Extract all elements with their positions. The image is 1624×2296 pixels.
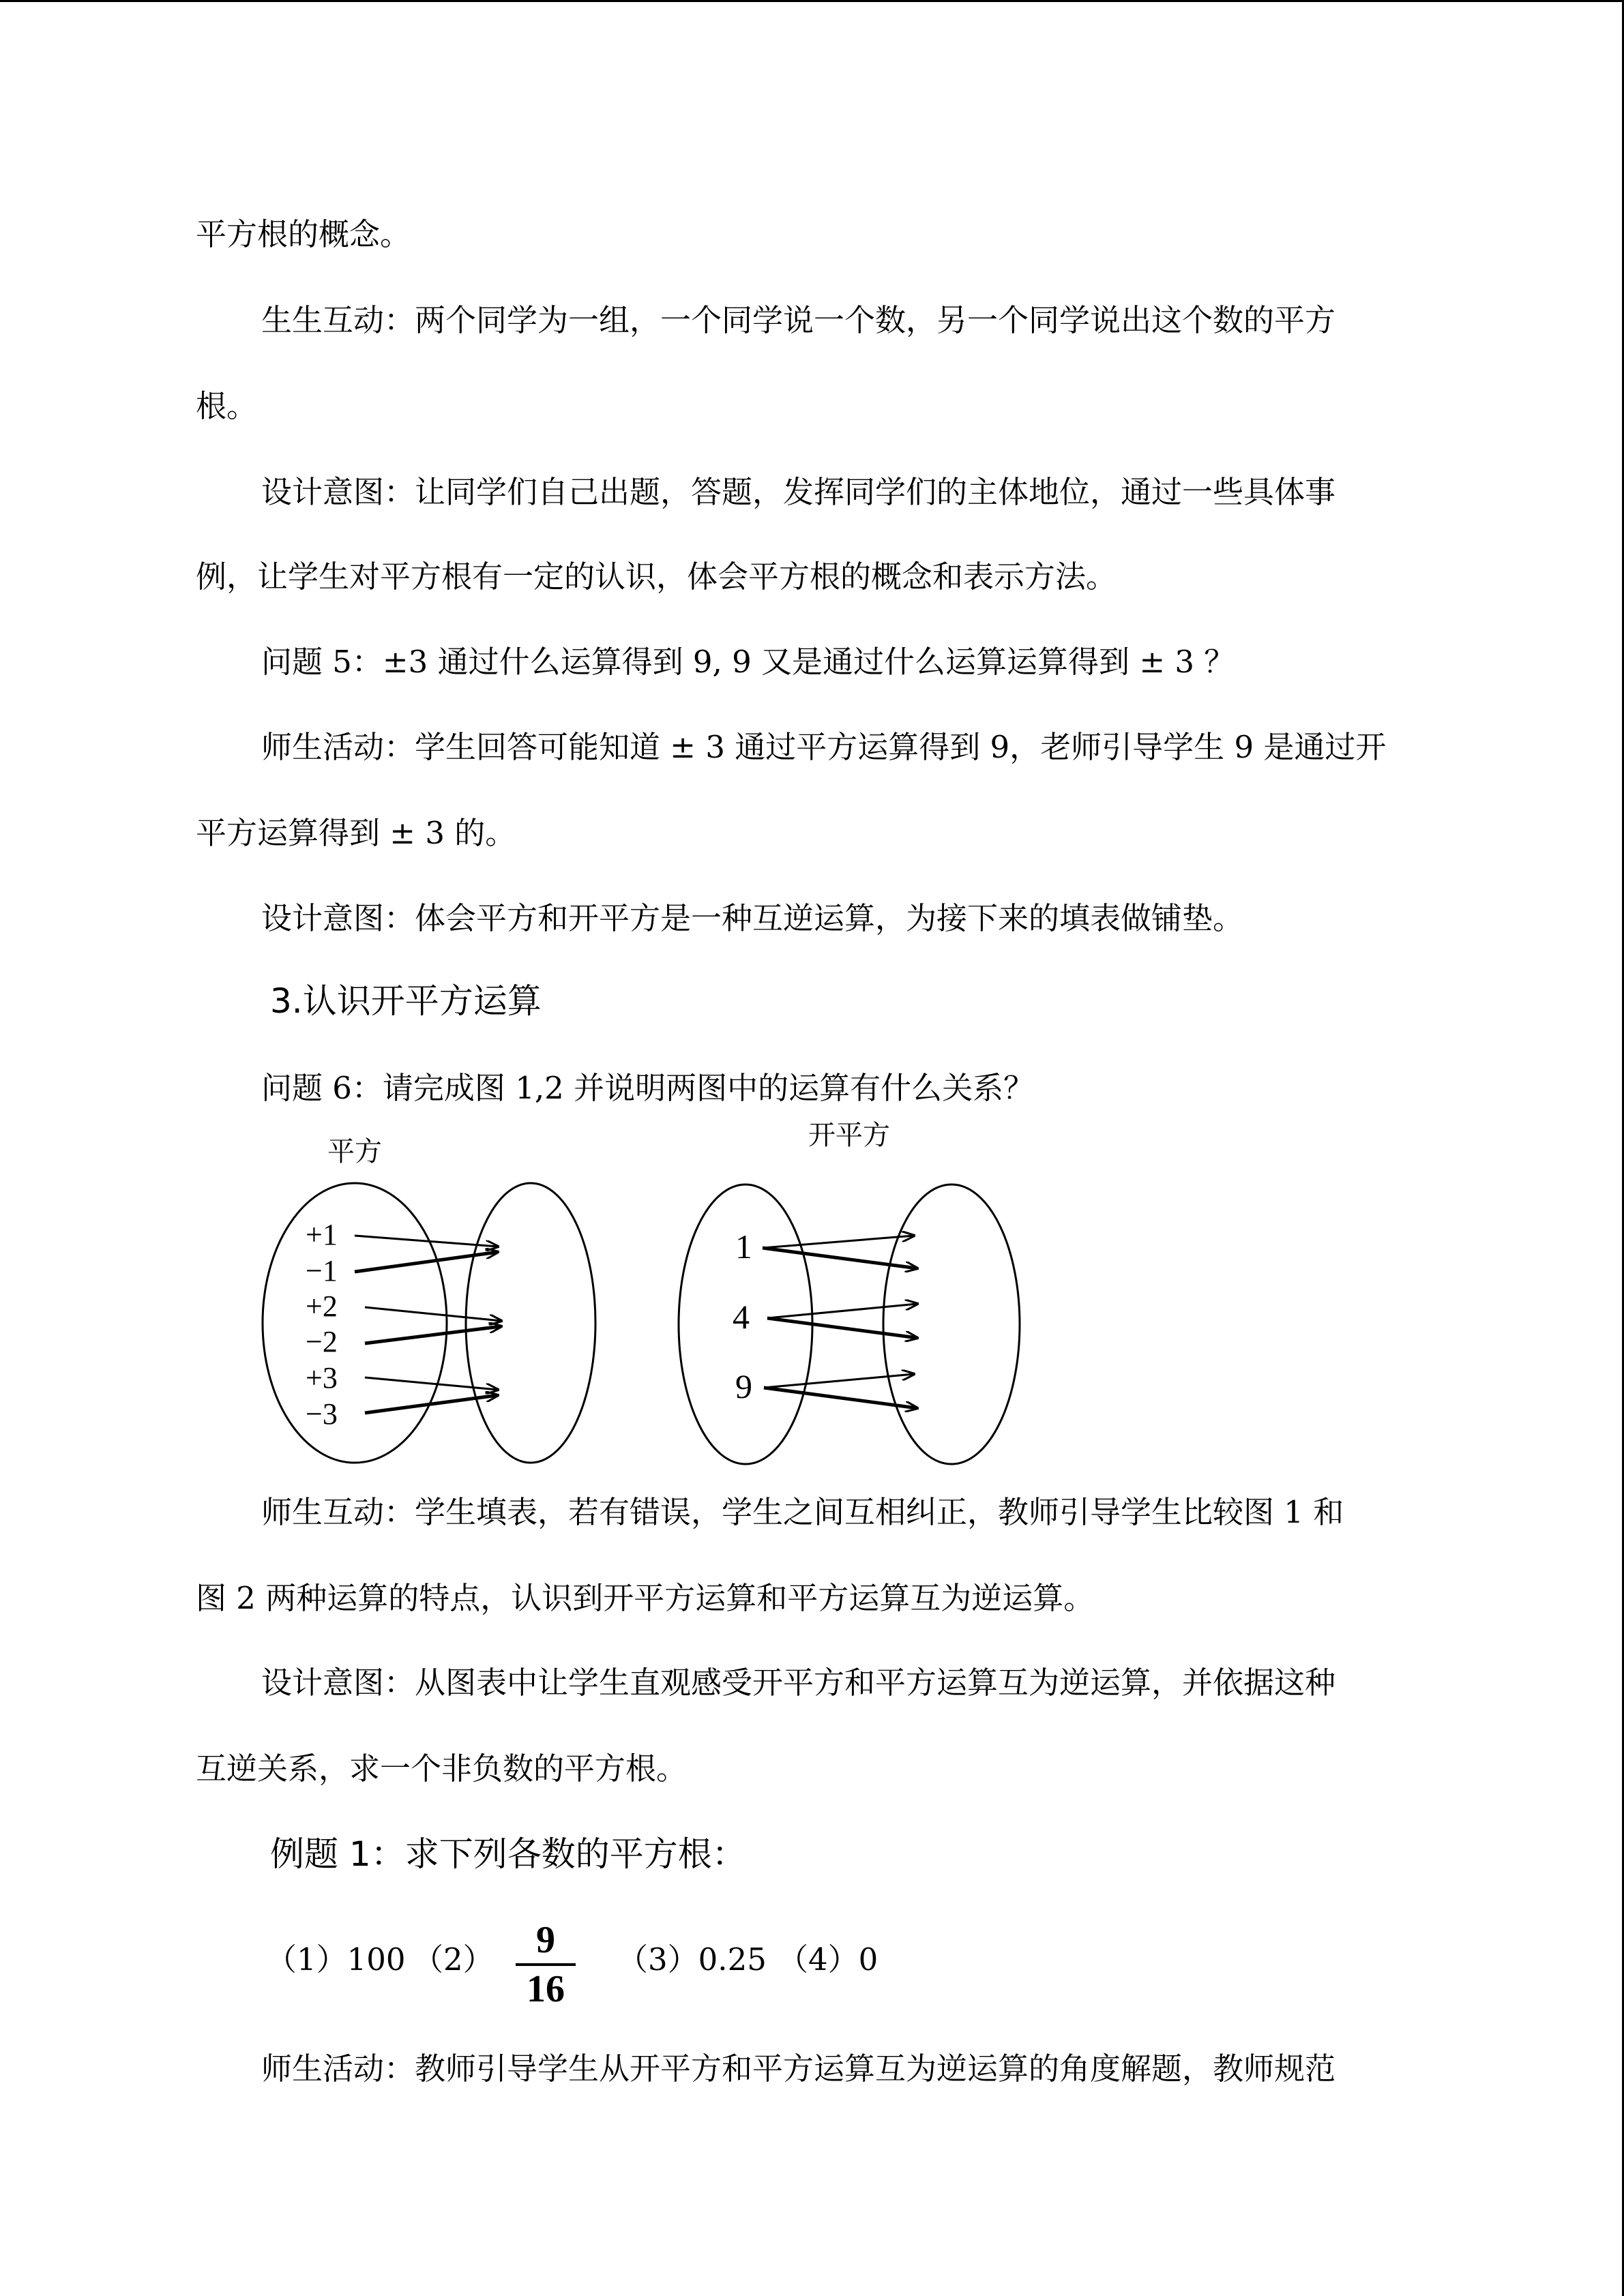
domain-value: +2 [306, 1289, 338, 1323]
mapping-arrow [763, 1236, 914, 1248]
example-title: 例题 1：求下列各数的平方根： [270, 1834, 746, 1874]
mapping-arrow [767, 1318, 917, 1338]
figure-title: 平方 [327, 1136, 382, 1167]
domain-value: +1 [306, 1218, 338, 1251]
paragraph-line: 平方根的概念。 [196, 216, 411, 252]
range-ellipse [883, 1184, 1020, 1464]
example-item-1: （1）100 [266, 1941, 406, 1978]
section-heading: 3.认识开平方运算 [270, 981, 542, 1021]
domain-value: +3 [306, 1361, 338, 1395]
domain-value: 4 [733, 1298, 750, 1336]
paragraph-line: 设计意图：体会平方和开平方是一种互逆运算，为接下来的填表做铺垫。 [261, 900, 1244, 936]
example-item-2: （2） [413, 1941, 494, 1978]
paragraph-line: 平方运算得到 ± 3 的。 [196, 815, 516, 851]
mapping-arrow [355, 1236, 498, 1247]
page-top-border [0, 0, 1624, 2]
paragraph-line: 根。 [196, 388, 258, 424]
domain-value: 9 [735, 1367, 752, 1405]
paragraph-line: 设计意图：从图表中让学生直观感受开平方和平方运算互为逆运算，并依据这种 [261, 1665, 1336, 1701]
figure-sqrt-mapping [668, 1105, 1037, 1480]
paragraph-line: 生生互动：两个同学为一组，一个同学说一个数，另一个同学说出这个数的平方 [261, 302, 1336, 338]
paragraph-line: 互逆关系，求一个非负数的平方根。 [196, 1750, 688, 1787]
paragraph-line: 图 2 两种运算的特点，认识到开平方运算和平方运算互为逆运算。 [196, 1580, 1095, 1616]
mapping-arrow [764, 1374, 914, 1388]
figure-title: 开平方 [808, 1120, 890, 1150]
domain-ellipse [263, 1183, 447, 1463]
mapping-arrow [355, 1252, 498, 1272]
domain-value: 1 [735, 1227, 752, 1266]
domain-value: −3 [306, 1397, 338, 1431]
domain-value: −2 [306, 1325, 338, 1358]
question-6: 问题 6：请完成图 1,2 并说明两图中的运算有什么关系？ [261, 1070, 1035, 1106]
mapping-arrow [365, 1326, 501, 1343]
domain-value: −1 [306, 1254, 338, 1287]
fraction-numerator: 9 [536, 1919, 555, 1961]
figure-square-mapping [252, 1118, 607, 1480]
mapping-arrow [767, 1304, 917, 1318]
fraction-denominator: 16 [527, 1968, 565, 2010]
question-5: 问题 5：±3 通过什么运算得到 9, 9 又是通过什么运算运算得到 ± 3 ？ [261, 644, 1235, 680]
range-ellipse [466, 1183, 595, 1463]
paragraph-line: 师生互动：学生填表，若有错误，学生之间互相纠正，教师引导学生比较图 1 和 [261, 1494, 1344, 1530]
paragraph-line: 例，让学生对平方根有一定的认识，体会平方根的概念和表示方法。 [196, 558, 1117, 595]
example-item-3: （3）0.25 [617, 1941, 767, 1978]
fraction-nine-sixteenths [512, 1920, 580, 2010]
paragraph-line: 师生活动：教师引导学生从开平方和平方运算互为逆运算的角度解题，教师规范 [261, 2051, 1336, 2087]
paragraph-line: 师生活动：学生回答可能知道 ± 3 通过平方运算得到 9，老师引导学生 9 是通过开 [261, 729, 1387, 765]
mapping-arrow [365, 1307, 501, 1321]
paragraph-line: 设计意图：让同学们自己出题，答题，发挥同学们的主体地位，通过一些具体事 [261, 474, 1336, 510]
fraction-bar [516, 1963, 576, 1966]
mapping-arrow [365, 1377, 498, 1390]
example-item-4: （4）0 [778, 1941, 879, 1978]
